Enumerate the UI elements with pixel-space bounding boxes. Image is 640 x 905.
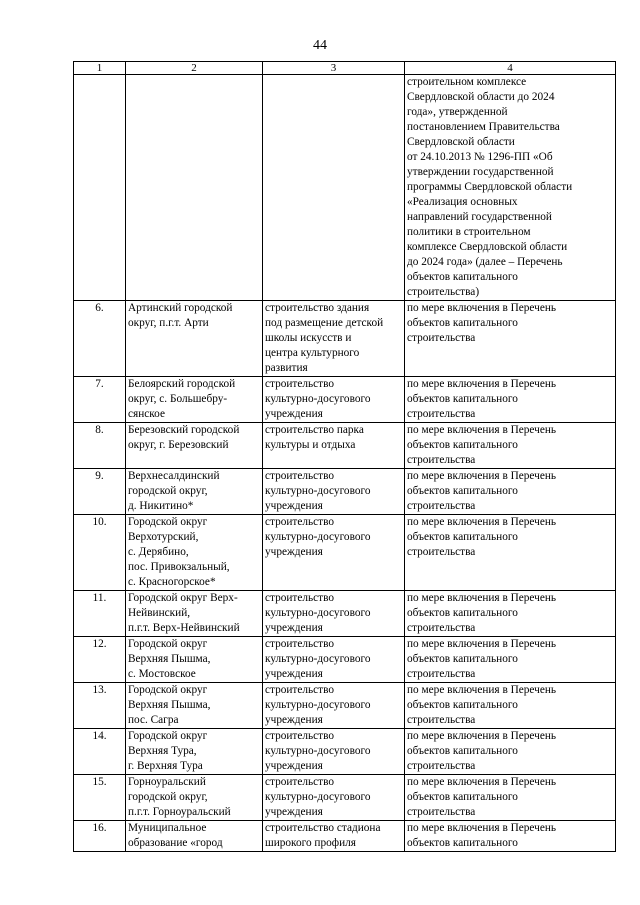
cell-line: образование «город — [128, 837, 223, 849]
cell-line: Артинский городской — [128, 302, 233, 314]
cell-line: от 24.10.2013 № 1296-ПП «Об — [407, 151, 553, 163]
cell-line: Городской округ — [128, 684, 208, 696]
municipality-cell — [126, 775, 263, 821]
municipality-cell — [126, 301, 263, 377]
row-number: 16. — [74, 821, 126, 852]
row-number: 7. — [74, 377, 126, 423]
cell-line: Свердловской области — [407, 136, 515, 148]
cell-line: строительство — [265, 638, 335, 650]
cell-line: д. Никитино* — [128, 500, 194, 512]
cell-line: школы искусств и — [265, 332, 352, 344]
cell-line: строительства — [407, 546, 476, 558]
cell-line: Верхняя Пышма, — [128, 699, 211, 711]
terms-cell — [405, 75, 616, 301]
cell-line: объектов капитального — [407, 607, 518, 619]
cell-line: по мере включения в Перечень — [407, 776, 557, 788]
cell-line: учреждения — [265, 806, 323, 818]
cell-line: культурно-досугового — [265, 653, 371, 665]
cell-line: строительства — [407, 714, 476, 726]
cell-line: строительство — [265, 592, 335, 604]
object-cell — [263, 683, 405, 729]
cell-line: широкого профиля — [265, 837, 356, 849]
cell-line: строительства) — [407, 286, 480, 298]
cell-line: Верхотурский, — [128, 531, 199, 543]
cell-line: учреждения — [265, 668, 323, 680]
terms-cell — [405, 377, 616, 423]
cell-line: до 2024 года» (далее – Перечень — [407, 256, 563, 268]
cell-line: строительство здания — [265, 302, 370, 314]
row-number — [74, 75, 126, 301]
cell-line: по мере включения в Перечень — [407, 302, 557, 314]
row-number: 14. — [74, 729, 126, 775]
cell-line: Березовский городской — [128, 424, 240, 436]
cell-line: культурно-досугового — [265, 485, 371, 497]
object-cell — [263, 377, 405, 423]
municipality-cell — [126, 515, 263, 591]
cell-line: по мере включения в Перечень — [407, 684, 557, 696]
cell-line: объектов капитального — [407, 653, 518, 665]
object-cell — [263, 591, 405, 637]
cell-line: культурно-досугового — [265, 699, 371, 711]
terms-cell — [405, 301, 616, 377]
cell-line: строительство парка — [265, 424, 364, 436]
cell-line: пос. Сагра — [128, 714, 179, 726]
cell-line: округ, г. Березовский — [128, 439, 229, 451]
cell-line: Нейвинский, — [128, 607, 191, 619]
cell-line: строительства — [407, 332, 476, 344]
cell-line: Городской округ Верх- — [128, 592, 238, 604]
cell-line: политики в строительном — [407, 226, 531, 238]
cell-line: Верхняя Пышма, — [128, 653, 211, 665]
cell-line: объектов капитального — [407, 791, 518, 803]
cell-line: культурно-досугового — [265, 531, 371, 543]
cell-line: учреждения — [265, 760, 323, 772]
terms-cell — [405, 683, 616, 729]
cell-line: сянское — [128, 408, 165, 420]
table-row — [74, 377, 616, 423]
terms-cell — [405, 591, 616, 637]
cell-line: строительство — [265, 684, 335, 696]
cell-line: объектов капитального — [407, 745, 518, 757]
municipality-cell — [126, 377, 263, 423]
cell-line: направлений государственной — [407, 211, 552, 223]
table-row — [74, 75, 616, 301]
cell-line: с. Дерябино, — [128, 546, 189, 558]
cell-line: г. Верхняя Тура — [128, 760, 203, 772]
column-header-2: 2 — [126, 62, 263, 75]
page-number: 44 — [313, 38, 327, 53]
cell-line: учреждения — [265, 500, 323, 512]
cell-line: строительство — [265, 470, 335, 482]
terms-cell — [405, 637, 616, 683]
table-row — [74, 469, 616, 515]
program-objects-table — [73, 61, 616, 852]
terms-cell — [405, 469, 616, 515]
municipality-cell — [126, 591, 263, 637]
cell-line: объектов капитального — [407, 317, 518, 329]
row-number: 12. — [74, 637, 126, 683]
cell-line: культурно-досугового — [265, 393, 371, 405]
column-header-4: 4 — [405, 62, 616, 75]
cell-line: Верхнесалдинский — [128, 470, 220, 482]
cell-line: объектов капитального — [407, 485, 518, 497]
cell-line: программы Свердловской области — [407, 181, 573, 193]
table-row — [74, 301, 616, 377]
cell-line: Городской округ — [128, 516, 208, 528]
municipality-cell — [126, 729, 263, 775]
table-row — [74, 821, 616, 852]
cell-line: культурно-досугового — [265, 791, 371, 803]
column-header-1: 1 — [74, 62, 126, 75]
object-cell — [263, 729, 405, 775]
cell-line: учреждения — [265, 546, 323, 558]
cell-line: Муниципальное — [128, 822, 207, 834]
object-cell — [263, 637, 405, 683]
cell-line: по мере включения в Перечень — [407, 638, 557, 650]
terms-cell — [405, 423, 616, 469]
terms-cell — [405, 515, 616, 591]
table-row — [74, 729, 616, 775]
cell-line: строительства — [407, 408, 476, 420]
terms-cell — [405, 775, 616, 821]
cell-line: года», утвержденной — [407, 106, 508, 118]
cell-line: строительства — [407, 760, 476, 772]
cell-line: комплексе Свердловской области — [407, 241, 568, 253]
cell-line: строительства — [407, 622, 476, 634]
municipality-cell — [126, 75, 263, 301]
object-cell — [263, 775, 405, 821]
cell-line: Верхняя Тура, — [128, 745, 197, 757]
row-number: 6. — [74, 301, 126, 377]
cell-line: Горноуральский — [128, 776, 206, 788]
terms-cell — [405, 729, 616, 775]
cell-line: объектов капитального — [407, 531, 518, 543]
terms-cell — [405, 821, 616, 852]
row-number: 13. — [74, 683, 126, 729]
table-row — [74, 515, 616, 591]
municipality-cell — [126, 683, 263, 729]
cell-line: объектов капитального — [407, 393, 518, 405]
row-number: 10. — [74, 515, 126, 591]
row-number: 11. — [74, 591, 126, 637]
cell-line: центра культурного — [265, 347, 360, 359]
cell-line: п.г.т. Верх-Нейвинский — [128, 622, 240, 634]
cell-line: учреждения — [265, 408, 323, 420]
object-cell — [263, 75, 405, 301]
cell-line: Свердловской области до 2024 — [407, 91, 555, 103]
cell-line: постановлением Правительства — [407, 121, 560, 133]
cell-line: культурно-досугового — [265, 745, 371, 757]
column-header-3: 3 — [263, 62, 405, 75]
table-header — [74, 62, 616, 75]
cell-line: городской округ, — [128, 485, 208, 497]
cell-line: Городской округ — [128, 730, 208, 742]
cell-line: учреждения — [265, 714, 323, 726]
table-row — [74, 423, 616, 469]
cell-line: «Реализация основных — [407, 196, 518, 208]
cell-line: по мере включения в Перечень — [407, 424, 557, 436]
cell-line: по мере включения в Перечень — [407, 516, 557, 528]
object-cell — [263, 515, 405, 591]
cell-line: по мере включения в Перечень — [407, 378, 557, 390]
cell-line: строительство — [265, 730, 335, 742]
cell-line: развития — [265, 362, 308, 374]
row-number: 15. — [74, 775, 126, 821]
cell-line: строительства — [407, 806, 476, 818]
cell-line: учреждения — [265, 622, 323, 634]
cell-line: Белоярский городской — [128, 378, 236, 390]
municipality-cell — [126, 423, 263, 469]
cell-line: строительство — [265, 378, 335, 390]
cell-line: строительства — [407, 668, 476, 680]
table-row — [74, 591, 616, 637]
object-cell — [263, 423, 405, 469]
cell-line: объектов капитального — [407, 699, 518, 711]
cell-line: округ, с. Большебру- — [128, 393, 228, 405]
cell-line: объектов капитального — [407, 271, 518, 283]
cell-line: с. Мостовское — [128, 668, 196, 680]
cell-line: округ, п.г.т. Арти — [128, 317, 209, 329]
municipality-cell — [126, 469, 263, 515]
cell-line: по мере включения в Перечень — [407, 730, 557, 742]
cell-line: строительства — [407, 500, 476, 512]
cell-line: строительном комплексе — [407, 76, 527, 88]
header-row — [74, 62, 616, 75]
table-row — [74, 683, 616, 729]
table-row — [74, 637, 616, 683]
cell-line: городской округ, — [128, 791, 208, 803]
row-number: 8. — [74, 423, 126, 469]
cell-line: строительство — [265, 776, 335, 788]
cell-line: по мере включения в Перечень — [407, 822, 557, 834]
cell-line: Городской округ — [128, 638, 208, 650]
cell-line: культурно-досугового — [265, 607, 371, 619]
cell-line: по мере включения в Перечень — [407, 470, 557, 482]
table-body — [74, 75, 616, 852]
row-number: 9. — [74, 469, 126, 515]
table-row — [74, 775, 616, 821]
cell-line: объектов капитального — [407, 837, 518, 849]
cell-line: строительство стадиона — [265, 822, 381, 834]
cell-line: с. Красногорское* — [128, 576, 216, 588]
object-cell — [263, 301, 405, 377]
cell-line: строительства — [407, 454, 476, 466]
cell-line: объектов капитального — [407, 439, 518, 451]
cell-line: по мере включения в Перечень — [407, 592, 557, 604]
cell-line: утверждении государственной — [407, 166, 554, 178]
cell-line: строительство — [265, 516, 335, 528]
municipality-cell — [126, 637, 263, 683]
cell-line: под размещение детской — [265, 317, 384, 329]
cell-line: пос. Привокзальный, — [128, 561, 230, 573]
municipality-cell — [126, 821, 263, 852]
cell-line: культуры и отдыха — [265, 439, 356, 451]
object-cell — [263, 469, 405, 515]
cell-line: п.г.т. Горноуральский — [128, 806, 231, 818]
object-cell — [263, 821, 405, 852]
